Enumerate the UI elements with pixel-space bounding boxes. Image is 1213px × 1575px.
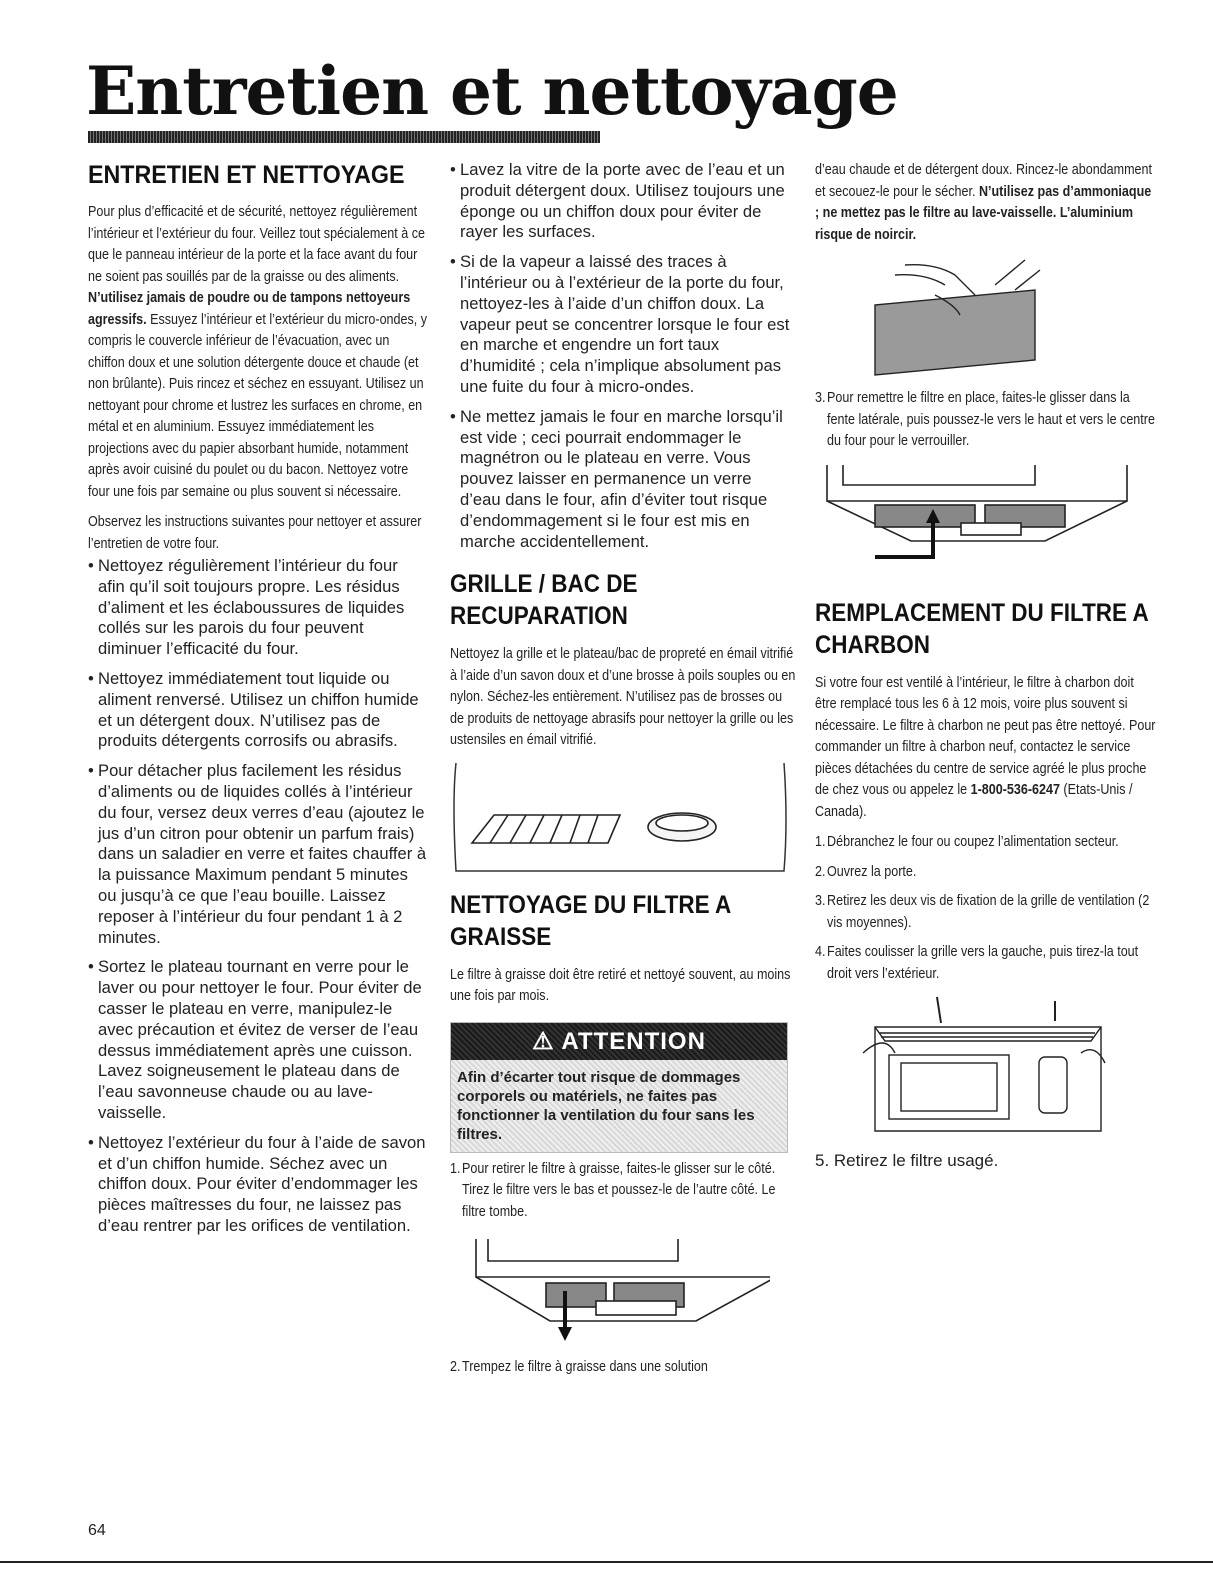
attention-box: [450, 1022, 788, 1153]
list-item: • Si de la vapeur a laissé des traces à l’intérieur ou à l’extérieur de la porte du four, nettoyez-les à l’aide d’un chiffon doux. La vapeur peut se concentrer lorsque le four est en marche et engendre un fort taux d’humidité ; cela n’implique absolument pas une fuite du four à micro-ondes.: [450, 252, 795, 398]
list-item: • Nettoyez immédiatement tout liquide ou aliment renversé. Utilisez un chiffon humide et un détergent doux. N’utilisez pas de produits détergents corrosifs ou abrasifs.: [88, 669, 428, 752]
step-5: 5. Retirez le filtre usagé.: [815, 1151, 999, 1170]
attention-text: Afin d’écarter tout risque de dommages corporels ou matériels, ne faites pas fonctionner la ventilation du four sans les filtres.: [457, 1068, 755, 1143]
phone-number: 1-800-536-6247: [970, 782, 1060, 798]
cleaning-bullet-list: [88, 556, 428, 1237]
observe-paragraph: Observez les instructions suivantes pour nettoyer et assurer l’entretien de votre four.: [88, 514, 422, 552]
section-heading-filtre-charbon: REMPLACEMENT DU FILTRE A CHARBON: [815, 598, 1148, 659]
column-right: [815, 160, 1155, 1171]
step-4: 4. Faites coulisser la grille vers la gauche, puis tirez-la tout droit vers l’extérieur.: [815, 944, 1139, 982]
step-3: 3. Pour remettre le filtre en place, faites-le glisser dans la fente latérale, puis poussez-le vers le haut et vers le centre du four pour le verrouiller.: [815, 390, 1155, 449]
filter-reinstall-illustration: [815, 461, 1135, 571]
grease-step-2: [450, 1357, 796, 1379]
page-title: Entretien et nettoyage: [86, 52, 898, 130]
step-1: 1. Pour retirer le filtre à graisse, faites-le glisser sur le côté. Tirez le filtre vers le bas et poussez-le de l’autre côté. Le filtre tombe.: [450, 1160, 776, 1220]
list-item: • Nettoyez régulièrement l’intérieur du four afin qu’il soit toujours propre. Les résidus d’aliment et les éclaboussures de liquides collés sur les parois du four peuvent diminuer l’efficacité du four.: [88, 556, 428, 660]
door-bullet-list: [450, 160, 795, 552]
charbon-text: Si votre four est ventilé à l’intérieur, le filtre à charbon doit être remplacé tous les 6 à 12 mois, voire plus souvent si nécessaire. Le filtre à charbon ne peut pas être nettoyé. Pour commander un filtre à charbon neuf, contactez le service pièces détachées du centre de service agréé le plus proche de chez vous ou appelez le 1-800-536-6247 (Etats-Unis / Canada). 1. Débranchez le four ou coupez l’alimentation secteur. 2. Ouvrez la porte. 3. Retirez les deux vis de fixation de la grille de ventilation (2 vis moyennes). 4. Faites coulisser la grille vers la gauche, puis tirez-la tout droit vers l’extérieur.: [815, 673, 1156, 986]
rack-and-tray-illustration: [450, 761, 790, 879]
step-1: 1. Débranchez le four ou coupez l’alimentation secteur.: [815, 834, 1119, 850]
ammonia-warning-bold: N’utilisez pas d’ammoniaque ; ne mettez pas le filtre au lave-vaisselle. L’aluminium risque de noircir.: [815, 183, 1152, 243]
warning-triangle-icon: ⚠: [532, 1027, 562, 1055]
list-item: • Lavez la vitre de la porte avec de l’eau et un produit détergent doux. Utilisez toujours une éponge ou un chiffon doux pour éviter de rayer les surfaces.: [450, 160, 795, 243]
bottom-rule: [0, 1561, 1213, 1563]
vent-grille-removal-illustration: [855, 993, 1115, 1143]
title-rule: [88, 131, 600, 143]
attention-header: ⚠ ATTENTION: [451, 1023, 787, 1060]
section-heading-filtre-graisse: NETTOYAGE DU FILTRE A GRAISSE: [450, 890, 731, 951]
list-item: • Ne mettez jamais le four en marche lorsqu’il est vide ; ceci pourrait endommager le magnétron ou le plateau en verre. Vous pouvez laisser en permanence un verre d’eau dans le four, afin d’éviter tout risque d’endommagement si le four est mis en marche accidentellement.: [450, 407, 795, 553]
page-number: 64: [88, 1522, 106, 1539]
charbon-steps: [815, 832, 1156, 985]
grease-filter-removal-illustration: [450, 1231, 770, 1349]
rack-icon: [472, 815, 620, 843]
intro-paragraph: Pour plus d’efficacité et de sécurité, nettoyez régulièrement l’intérieur et l’extérieur du four. Veillez tout spécialement à ce que le panneau intérieur de la porte et la face avant du four ne soient pas souillés par de la graisse ou des aliments. N’utilisez jamais de poudre ou de tampons nettoyeurs agressifs. Essuyez l’intérieur et l’extérieur du micro-ondes, y compris le couvercle inférieur de l’évacuation, avec un chiffon doux et une solution détergente douce et chaude (et non brûlante). Puis rincez et séchez en essuyant. Utilisez un nettoyant pour chrome et lustrez les surfaces en chrome, en métal et en aluminium. Essuyez immédiatement les projections avec du papier absorbant humide, notamment après avoir cuisiné du poulet ou du bacon. Nettoyez votre four une fois par semaine ou plus souvent si nécessaire.: [88, 204, 428, 500]
section-heading-grille: GRILLE / BAC DE RECUPARATION: [450, 570, 638, 631]
list-item: • Nettoyez l’extérieur du four à l’aide de savon et d’un chiffon humide. Séchez avec un chiffon doux. Pour éviter d’endommager les pièces maîtresses du four, ne laissez pas d’eau rentrer par les orifices de ventilation.: [88, 1133, 428, 1237]
tray-icon: [648, 813, 716, 841]
grease-steps: [450, 1159, 796, 1224]
grille-text: Nettoyez la grille et le plateau/bac de propreté en émail vitrifié à l’aide d’un savon doux et d’une brosse à poils souples ou en nylon. Séchez-les entièrement. N’utilisez pas de brosses ou de produits de nettoyage abrasifs pour nettoyer la grille ou les ustensiles en émail vitrifié.: [450, 646, 796, 749]
intro-warning-bold: N’utilisez jamais de poudre ou de tampons nettoyeurs agressifs.: [88, 290, 411, 328]
filtre-text: Le filtre à graisse doit être retiré et nettoyé souvent, au moins une fois par mois.: [450, 966, 791, 1005]
filter-shaking-illustration: [865, 255, 1065, 380]
column-middle: [450, 160, 795, 1387]
continuation-text: d’eau chaude et de détergent doux. Rincez-le abondamment et secouez-le pour le sécher. N’utilisez pas d’ammoniaque ; ne mettez pas le filtre au lave-vaisselle. L’aluminium risque de noircir.: [815, 162, 1153, 243]
section-heading-entretien: ENTRETIEN ET NETTOYAGE: [88, 161, 405, 189]
list-item: • Pour détacher plus facilement les résidus d’aliments ou de liquides collés à l’intérieur du four, versez deux verres d’eau (ajoutez le jus d’un citron pour obtenir un parfum frais) dans un saladier en verre et faites chauffer à la puissance Maximum pendant 5 minutes ou jusqu’à ce que l’eau bouille. Laissez reposer à l’intérieur du four pendant 1 à 2 minutes.: [88, 761, 428, 948]
step-2: 2. Trempez le filtre à graisse dans une solution: [450, 1359, 708, 1376]
step-2: 2. Ouvrez la porte.: [815, 863, 917, 880]
step-3-text: [815, 388, 1156, 453]
intro-text-block: [88, 202, 429, 555]
column-left: [88, 160, 428, 1246]
step-3: 3. Retirez les deux vis de fixation de la grille de ventilation (2 vis moyennes).: [815, 893, 1150, 931]
list-item: • Sortez le plateau tournant en verre pour le laver ou pour nettoyer le four. Pour éviter de casser le plateau en verre, manipulez-le avec précaution et évitez de verser de l’eau dessus immédiatement après une cuisson. Lavez soigneusement le plateau dans de l’eau savonneuse chaude ou au lave-vaisselle.: [88, 957, 428, 1123]
